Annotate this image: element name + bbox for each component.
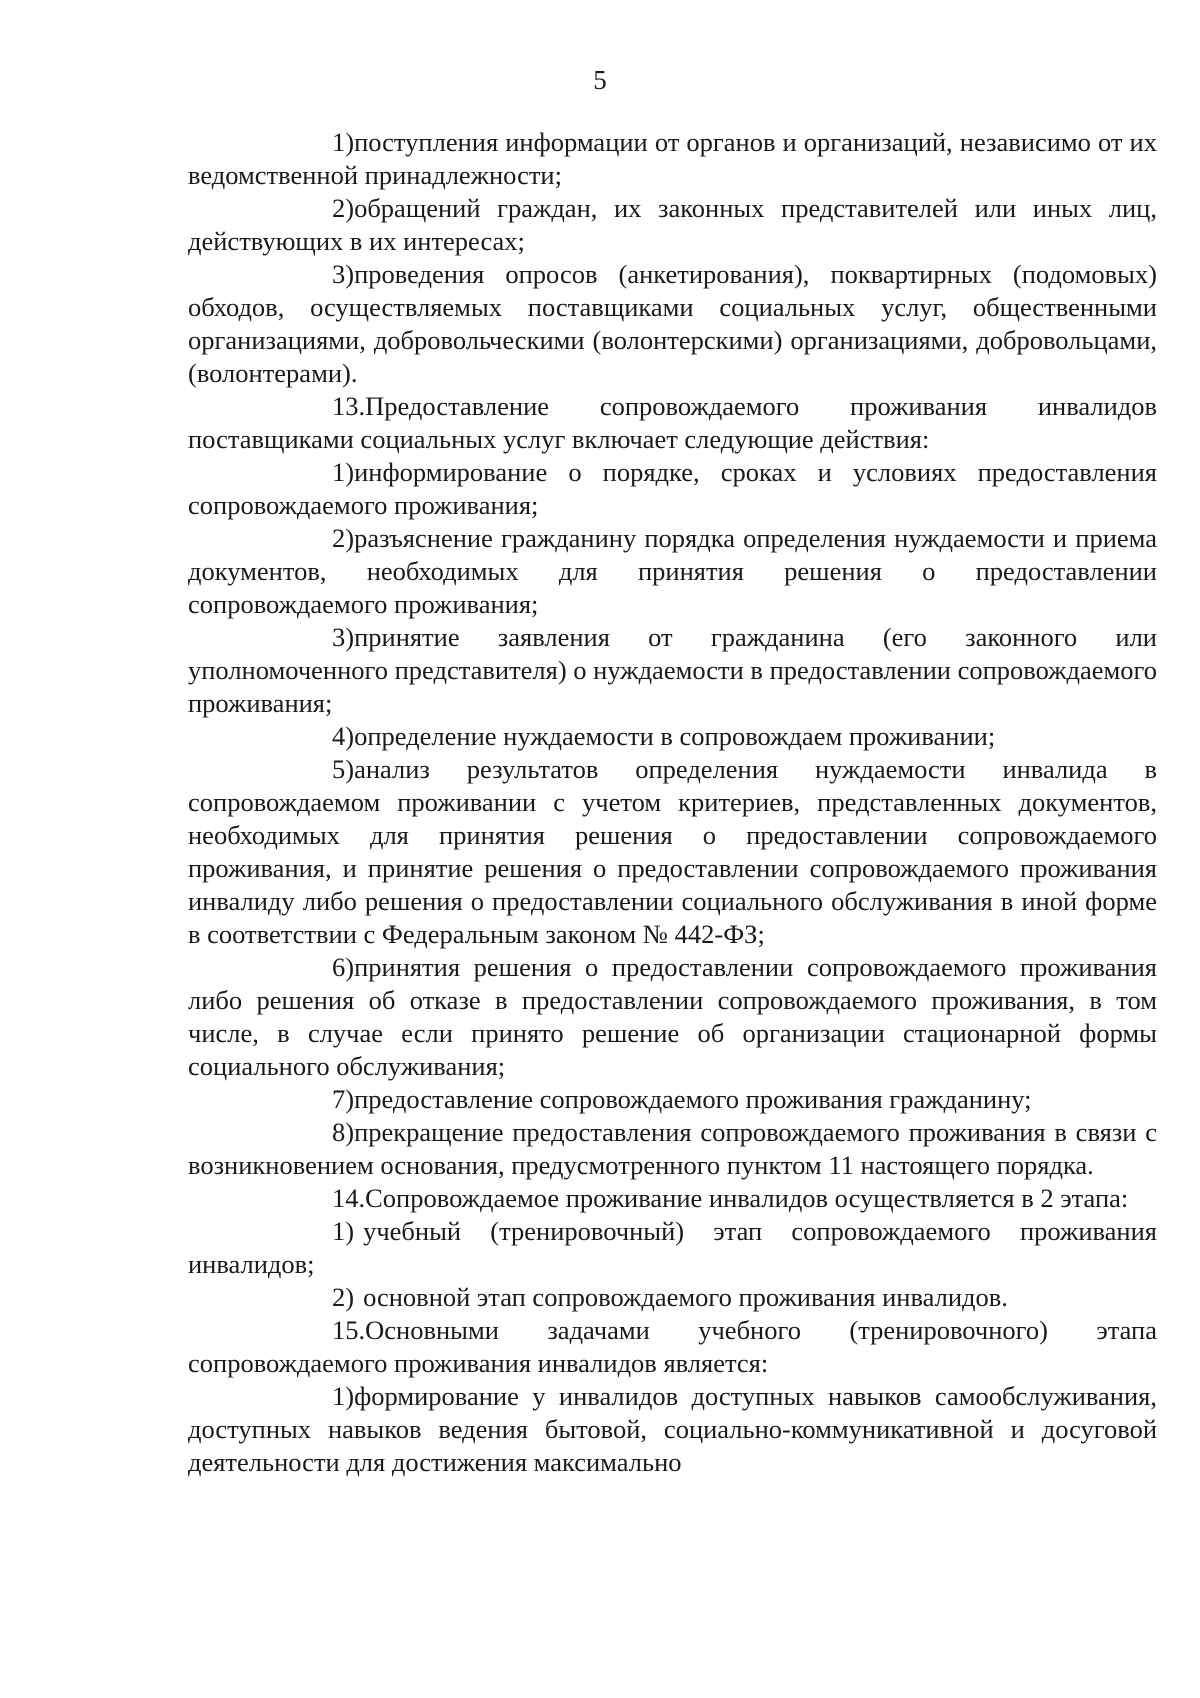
item-number: 3) xyxy=(332,259,355,289)
item-text: информирование о порядке, сроках и условиях предоставления сопровождаемого проживания; xyxy=(188,457,1157,520)
list-item xyxy=(188,1083,1157,1116)
item-number: 1) xyxy=(332,457,355,487)
item-number: 1) xyxy=(332,1381,355,1411)
item-number: 1) xyxy=(332,1216,355,1246)
list-item xyxy=(188,522,1157,621)
list-item xyxy=(188,753,1157,951)
section-text: Основными задачами учебного (тренировочного) этапа сопровождаемого проживания инвалидов является: xyxy=(188,1315,1157,1378)
list-item xyxy=(188,1281,1157,1314)
item-number: 2) xyxy=(332,193,355,223)
item-text: разъяснение гражданину порядка определения нуждаемости и приема документов, необходимых для принятия решения о предоставлении сопровождаемого проживания; xyxy=(188,523,1157,619)
item-number: 8) xyxy=(332,1117,355,1147)
section-number: 13. xyxy=(332,391,366,421)
section-paragraph-13 xyxy=(188,390,1157,456)
item-number: 5) xyxy=(332,754,355,784)
list-item xyxy=(188,1116,1157,1182)
item-number: 4) xyxy=(332,721,355,751)
item-number: 2) xyxy=(332,1282,355,1312)
page-number: 5 xyxy=(593,65,607,95)
section-text: Сопровождаемое проживание инвалидов осуществляется в 2 этапа: xyxy=(365,1183,1129,1213)
item-text: анализ результатов определения нуждаемости инвалида в сопровождаемом проживании с учетом критериев, представленных документов, необходимых для принятия решения о предоставлении сопровождаемого проживания, и принятие решения о предоставлении сопровождаемого проживания инвалиду либо решения о предоставлении социального обслуживания в иной форме в соответствии с Федеральным законом № 442-ФЗ; xyxy=(188,754,1157,949)
item-number: 2) xyxy=(332,523,355,553)
item-text: определение нуждаемости в сопровождаем проживании; xyxy=(354,721,996,751)
list-item xyxy=(188,456,1157,522)
item-text: проведения опросов (анкетирования), поквартирных (подомовых) обходов, осуществляемых поставщиками социальных услуг, общественными организациями, добровольческими (волонтерскими) организациями, добровольцами, (волонтерами). xyxy=(188,259,1157,388)
list-item xyxy=(188,258,1157,390)
section-number: 15. xyxy=(332,1315,366,1345)
item-text: предоставление сопровождаемого проживания гражданину; xyxy=(354,1084,1032,1114)
section-paragraph-14 xyxy=(188,1182,1157,1215)
section-number: 14. xyxy=(332,1183,366,1213)
list-item xyxy=(188,720,1157,753)
list-item xyxy=(188,126,1157,192)
item-number: 6) xyxy=(332,952,355,982)
item-number: 3) xyxy=(332,622,355,652)
list-item xyxy=(188,1380,1157,1479)
item-text: принятие заявления от гражданина (его законного или уполномоченного представителя) о нуждаемости в предоставлении сопровождаемого проживания; xyxy=(188,622,1157,718)
item-number: 7) xyxy=(332,1084,355,1114)
item-text: обращений граждан, их законных представителей или иных лиц, действующих в их интересах; xyxy=(188,193,1157,256)
list-item xyxy=(188,621,1157,720)
item-text: формирование у инвалидов доступных навыков самообслуживания, доступных навыков ведения бытовой, социально-коммуникативной и досуговой деятельности для достижения максимально xyxy=(188,1381,1157,1477)
item-text: учебный (тренировочный) этап сопровождаемого проживания инвалидов; xyxy=(188,1216,1157,1279)
section-paragraph-15 xyxy=(188,1314,1157,1380)
item-text: прекращение предоставления сопровождаемого проживания в связи с возникновением основания, предусмотренного пунктом 11 настоящего порядка. xyxy=(188,1117,1157,1180)
document-body xyxy=(188,126,1157,1479)
list-item xyxy=(188,192,1157,258)
list-item xyxy=(188,951,1157,1083)
item-number: 1) xyxy=(332,127,355,157)
item-text: принятия решения о предоставлении сопровождаемого проживания либо решения об отказе в предоставлении сопровождаемого проживания, в том числе, в случае если принято решение об организации стационарной формы социального обслуживания; xyxy=(188,952,1157,1081)
section-text: Предоставление сопровождаемого проживания инвалидов поставщиками социальных услуг включает следующие действия: xyxy=(188,391,1157,454)
list-item xyxy=(188,1215,1157,1281)
item-text: поступления информации от органов и организаций, независимо от их ведомственной принадлежности; xyxy=(188,127,1157,190)
item-text: основной этап сопровождаемого проживания инвалидов. xyxy=(363,1282,1008,1312)
